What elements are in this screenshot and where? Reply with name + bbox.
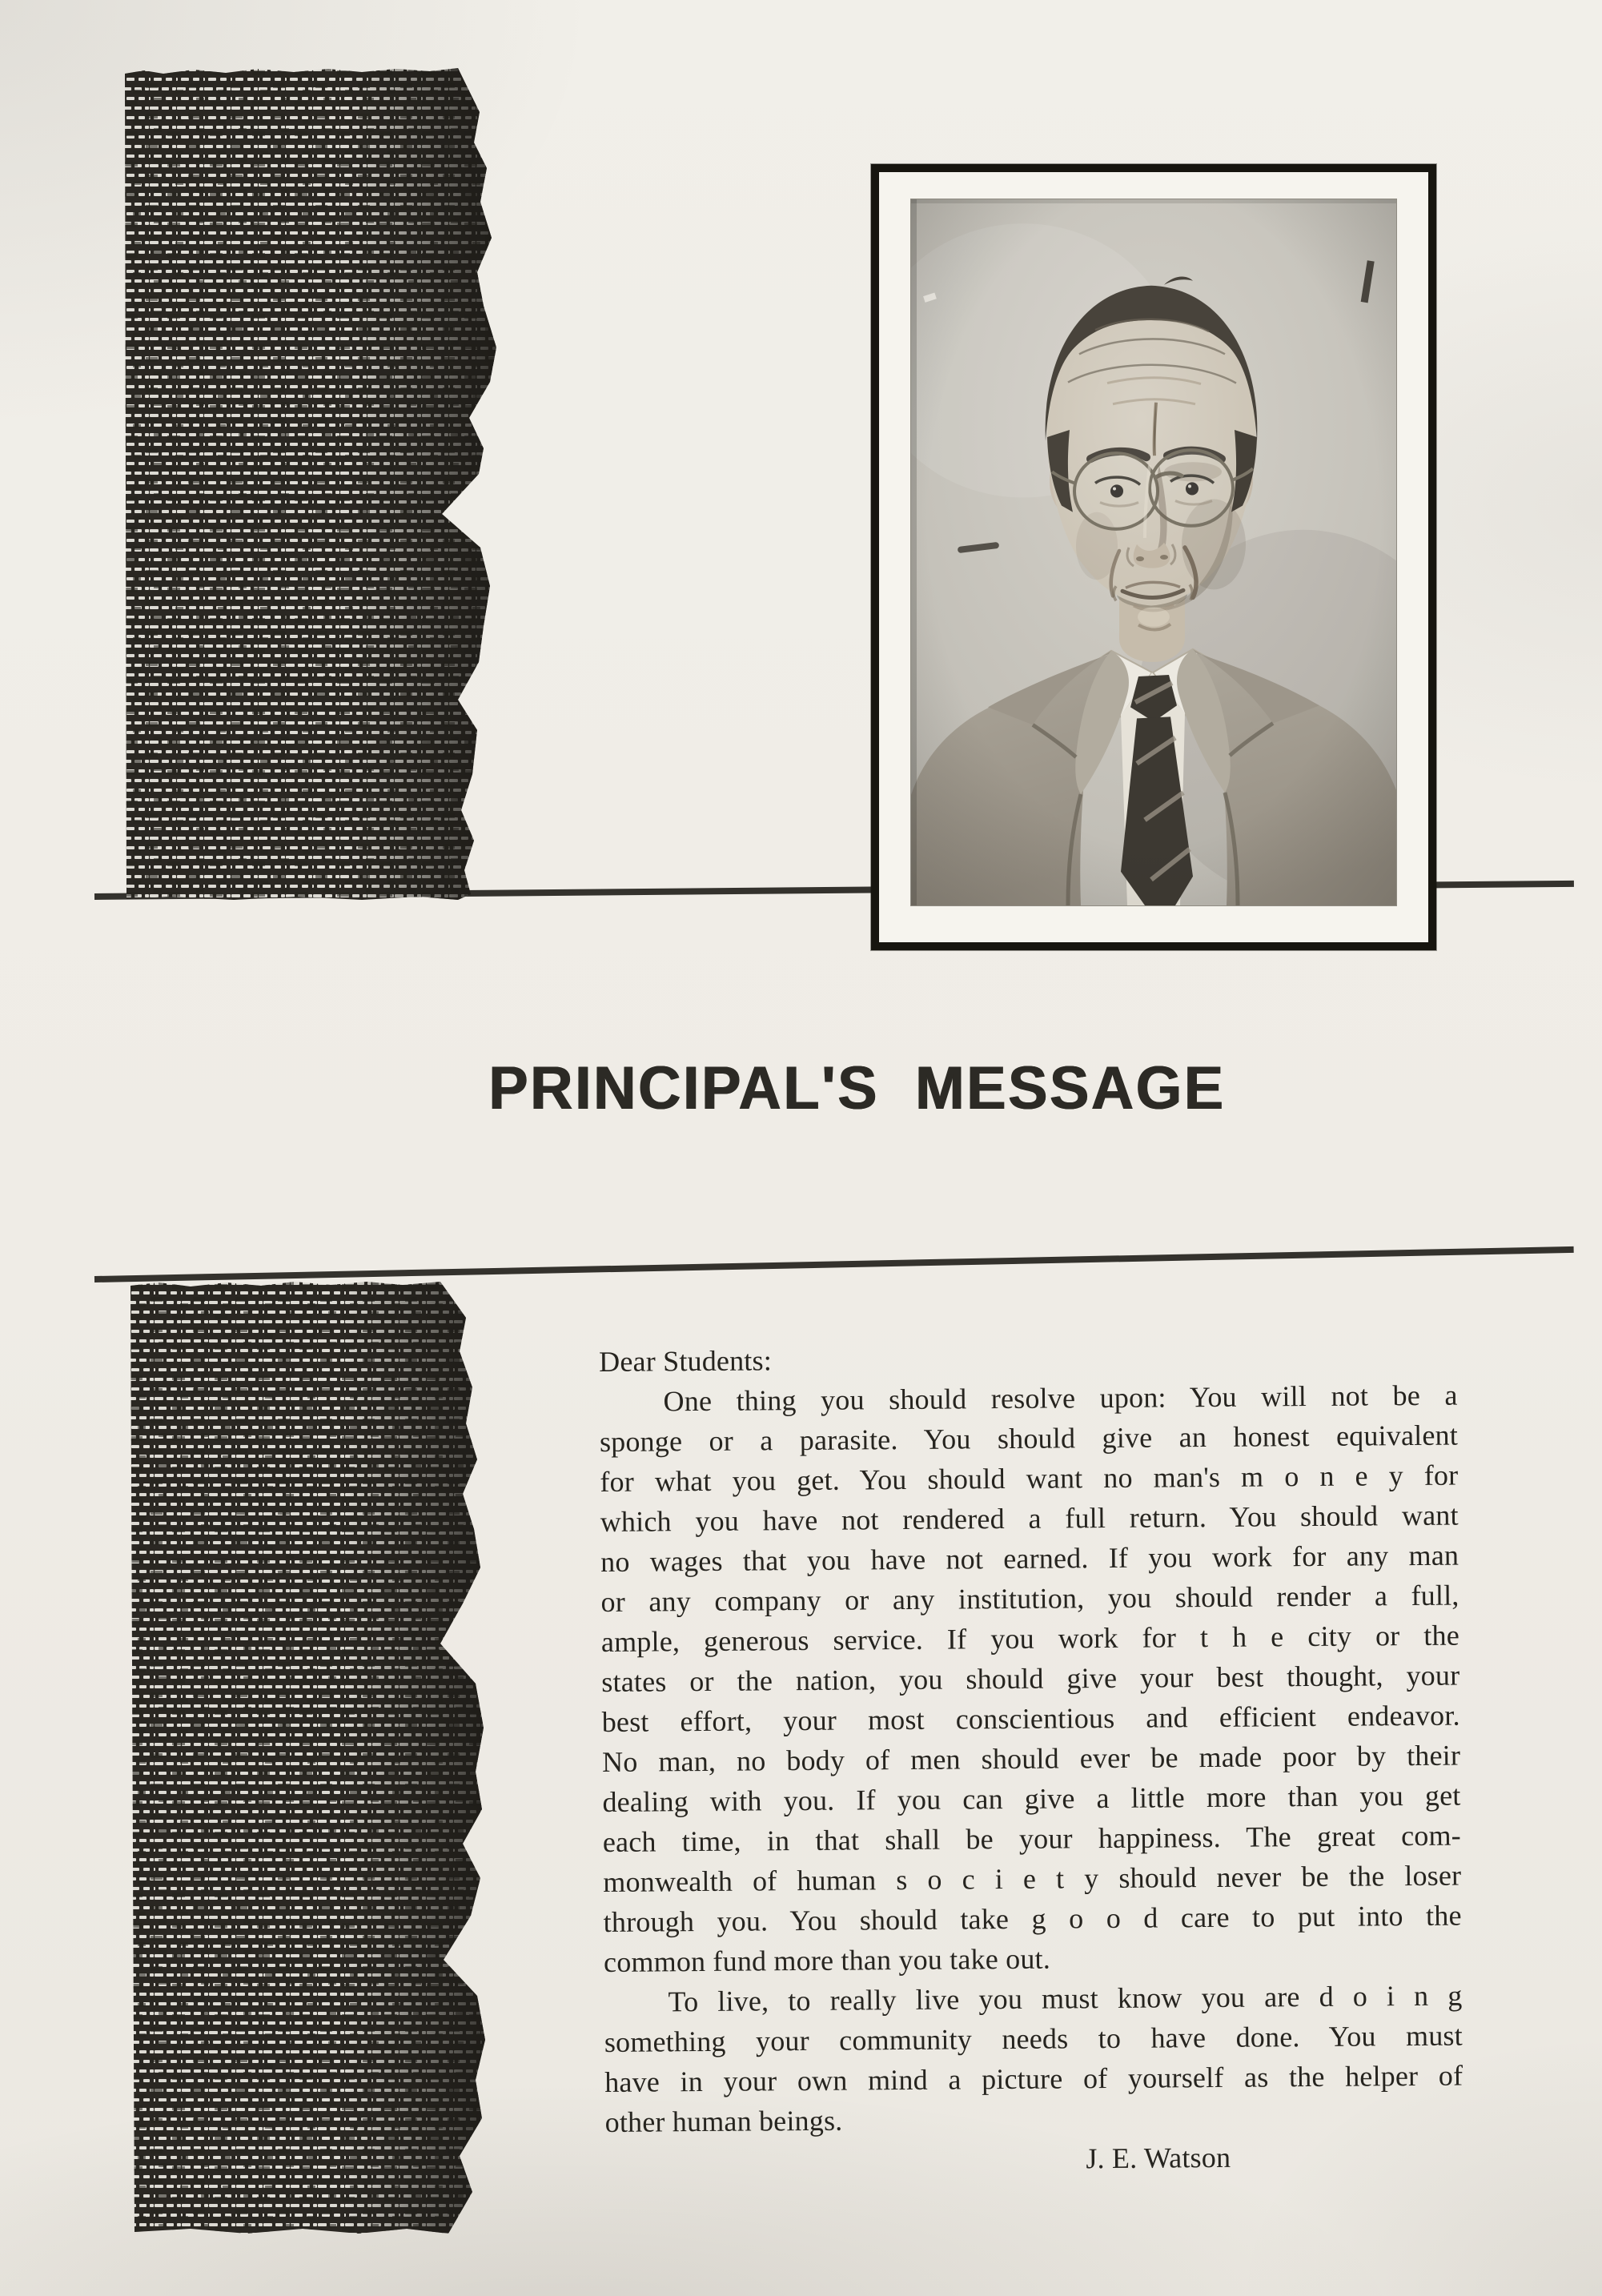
- horizontal-rule-middle: [94, 1246, 1574, 1282]
- letter-signature: J. E. Watson: [1086, 2141, 1231, 2175]
- page-title: PRINCIPAL'S MESSAGE: [488, 1053, 1226, 1122]
- text-line: monwealth of human s o c i e t y should never be the loser: [603, 1859, 1462, 1898]
- text-line: common fund more than you take out.: [603, 1942, 1051, 1978]
- text-line: No man, no body of men should ever be made poor by their: [601, 1739, 1461, 1778]
- text-line: which you have not rendered a full return. You should want: [600, 1499, 1459, 1538]
- letter-greeting: Dear Students:: [599, 1344, 773, 1378]
- text-line: To live, to really live you must know you are d o i n g: [668, 1979, 1463, 2018]
- photo-mat: [911, 199, 1396, 905]
- text-line: something your community needs to have done. You must: [604, 2019, 1463, 2058]
- text-line: dealing with you. If you can give a little more than you get: [602, 1779, 1461, 1818]
- letter-paragraph-1: [599, 1375, 1462, 1982]
- text-line: have in your own mind a picture of yourself as the helper of: [604, 2059, 1463, 2098]
- text-line: sponge or a parasite. You should give an honest equivalent: [599, 1419, 1459, 1458]
- letter-body: [599, 1335, 1463, 2182]
- text-line: for what you get. You should want no man's m o n e y for: [600, 1459, 1459, 1498]
- text-line: or any company or any institution, you should render a full,: [600, 1579, 1459, 1618]
- text-line: through you. You should take g o o d care to put into the: [603, 1899, 1462, 1938]
- texture-block-top: [122, 66, 498, 902]
- principal-portrait: [911, 199, 1396, 905]
- principal-photo: [871, 164, 1436, 950]
- texture-block-bottom: [126, 1279, 488, 2240]
- text-line: each time, in that shall be your happiness. The great com-: [602, 1819, 1462, 1858]
- text-line: best effort, your most conscientious and efficient endeavor.: [601, 1699, 1460, 1738]
- letter-paragraph-2: [604, 1976, 1463, 2142]
- text-line: ample, generous service. If you work for t h e city or the: [600, 1619, 1460, 1658]
- text-line: One thing you should resolve upon: You will not be a: [663, 1379, 1458, 1418]
- text-line: no wages that you have not earned. If you work for any man: [600, 1539, 1459, 1578]
- text-line: states or the nation, you should give your best thought, your: [601, 1659, 1460, 1698]
- text-line: other human beings.: [604, 2104, 843, 2138]
